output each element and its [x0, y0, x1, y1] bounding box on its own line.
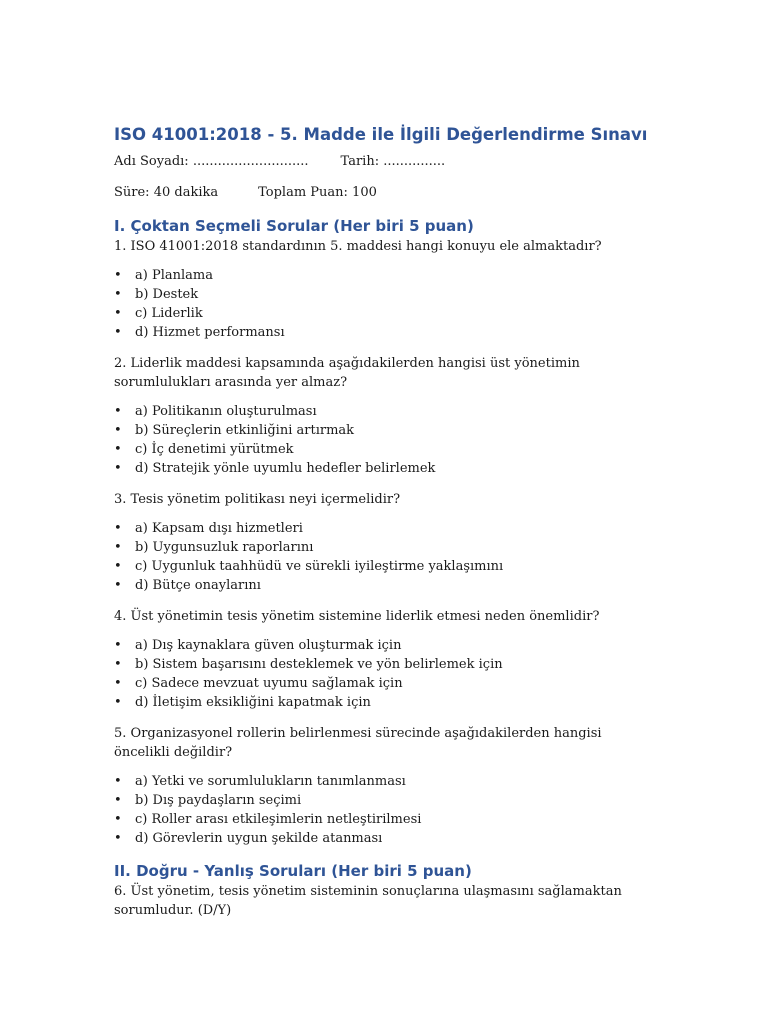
page-title: ISO 41001:2018 - 5. Madde ile İlgili Değerlendirme Sınavı	[114, 125, 648, 144]
option-item	[114, 810, 654, 829]
option-text: a) Politikanın oluşturulması	[135, 404, 317, 419]
option-text: b) Destek	[135, 287, 199, 302]
option-item	[114, 323, 654, 342]
option-item	[114, 266, 654, 285]
option-item	[114, 791, 654, 810]
option-item	[114, 459, 654, 478]
option-text: c) Uygunluk taahhüdü ve sürekli iyileştirme yaklaşımını	[135, 559, 504, 574]
name-field-label: Adı Soyadı: ............................	[114, 154, 309, 169]
option-text: a) Kapsam dışı hizmetleri	[135, 521, 303, 536]
question-4	[114, 607, 654, 712]
bullet-icon: •	[114, 793, 122, 808]
option-text: c) Sadece mevzuat uyumu sağlamak için	[135, 676, 403, 691]
question-text: 1. ISO 41001:2018 standardının 5. maddesi hangi konuyu ele almaktadır?	[114, 239, 602, 254]
question-text: 2. Liderlik maddesi kapsamında aşağıdakilerden hangisi üst yönetimin sorumlulukları arasında yer almaz?	[114, 356, 580, 390]
option-item	[114, 674, 654, 693]
bullet-icon: •	[114, 657, 122, 672]
question-text: 6. Üst yönetim, tesis yönetim sisteminin sonuçlarına ulaşmasını sağlamaktan sorumludur. (D/Y)	[114, 884, 622, 918]
option-list	[114, 636, 654, 712]
option-list	[114, 772, 654, 848]
bullet-icon: •	[114, 695, 122, 710]
section-heading-multiple-choice: I. Çoktan Seçmeli Sorular (Her biri 5 puan)	[114, 217, 474, 235]
question-2	[114, 354, 654, 478]
section-heading-true-false: II. Doğru - Yanlış Soruları (Her biri 5 puan)	[114, 862, 472, 880]
question-3	[114, 490, 654, 595]
header-fields	[114, 152, 654, 171]
bullet-icon: •	[114, 442, 122, 457]
option-text: d) Görevlerin uygun şekilde atanması	[135, 831, 383, 846]
bullet-icon: •	[114, 287, 122, 302]
bullet-icon: •	[114, 774, 122, 789]
bullet-icon: •	[114, 423, 122, 438]
date-field-label: Tarih: ...............	[340, 154, 446, 169]
option-item	[114, 421, 654, 440]
option-list	[114, 266, 654, 342]
option-text: d) Hizmet performansı	[135, 325, 285, 340]
option-item	[114, 693, 654, 712]
question-1	[114, 237, 654, 342]
option-item	[114, 772, 654, 791]
option-item	[114, 576, 654, 595]
option-text: b) Sistem başarısını desteklemek ve yön belirlemek için	[135, 657, 503, 672]
bullet-icon: •	[114, 306, 122, 321]
question-text: 4. Üst yönetimin tesis yönetim sistemine liderlik etmesi neden önemlidir?	[114, 609, 600, 624]
option-text: c) İç denetimi yürütmek	[135, 442, 294, 457]
duration-text: Süre: 40 dakika	[114, 185, 219, 200]
exam-info	[114, 183, 654, 202]
bullet-icon: •	[114, 461, 122, 476]
bullet-icon: •	[114, 268, 122, 283]
option-text: d) İletişim eksikliğini kapatmak için	[135, 695, 371, 710]
total-points-text: Toplam Puan: 100	[258, 185, 377, 200]
option-item	[114, 557, 654, 576]
bullet-icon: •	[114, 404, 122, 419]
bullet-icon: •	[114, 578, 122, 593]
bullet-icon: •	[114, 676, 122, 691]
option-text: c) Roller arası etkileşimlerin netleştirilmesi	[135, 812, 422, 827]
option-text: d) Bütçe onaylarını	[135, 578, 261, 593]
option-item	[114, 655, 654, 674]
bullet-icon: •	[114, 812, 122, 827]
option-item	[114, 829, 654, 848]
option-item	[114, 304, 654, 323]
option-text: a) Dış kaynaklara güven oluşturmak için	[135, 638, 402, 653]
option-text: d) Stratejik yönle uyumlu hedefler belirlemek	[135, 461, 436, 476]
option-text: b) Süreçlerin etkinliğini artırmak	[135, 423, 355, 438]
exam-document	[114, 124, 654, 920]
question-6	[114, 882, 654, 920]
question-text: 5. Organizasyonel rollerin belirlenmesi sürecinde aşağıdakilerden hangisi öncelikli değildir?	[114, 726, 602, 760]
option-text: b) Uygunsuzluk raporlarını	[135, 540, 314, 555]
question-5	[114, 724, 654, 848]
bullet-icon: •	[114, 831, 122, 846]
question-text: 3. Tesis yönetim politikası neyi içermelidir?	[114, 492, 401, 507]
option-item	[114, 636, 654, 655]
option-text: a) Yetki ve sorumlulukların tanımlanması	[135, 774, 406, 789]
bullet-icon: •	[114, 521, 122, 536]
bullet-icon: •	[114, 638, 122, 653]
option-item	[114, 519, 654, 538]
option-list	[114, 402, 654, 478]
option-list	[114, 519, 654, 595]
bullet-icon: •	[114, 559, 122, 574]
option-text: a) Planlama	[135, 268, 213, 283]
option-text: c) Liderlik	[135, 306, 203, 321]
bullet-icon: •	[114, 540, 122, 555]
option-text: b) Dış paydaşların seçimi	[135, 793, 302, 808]
bullet-icon: •	[114, 325, 122, 340]
option-item	[114, 440, 654, 459]
option-item	[114, 402, 654, 421]
option-item	[114, 538, 654, 557]
option-item	[114, 285, 654, 304]
